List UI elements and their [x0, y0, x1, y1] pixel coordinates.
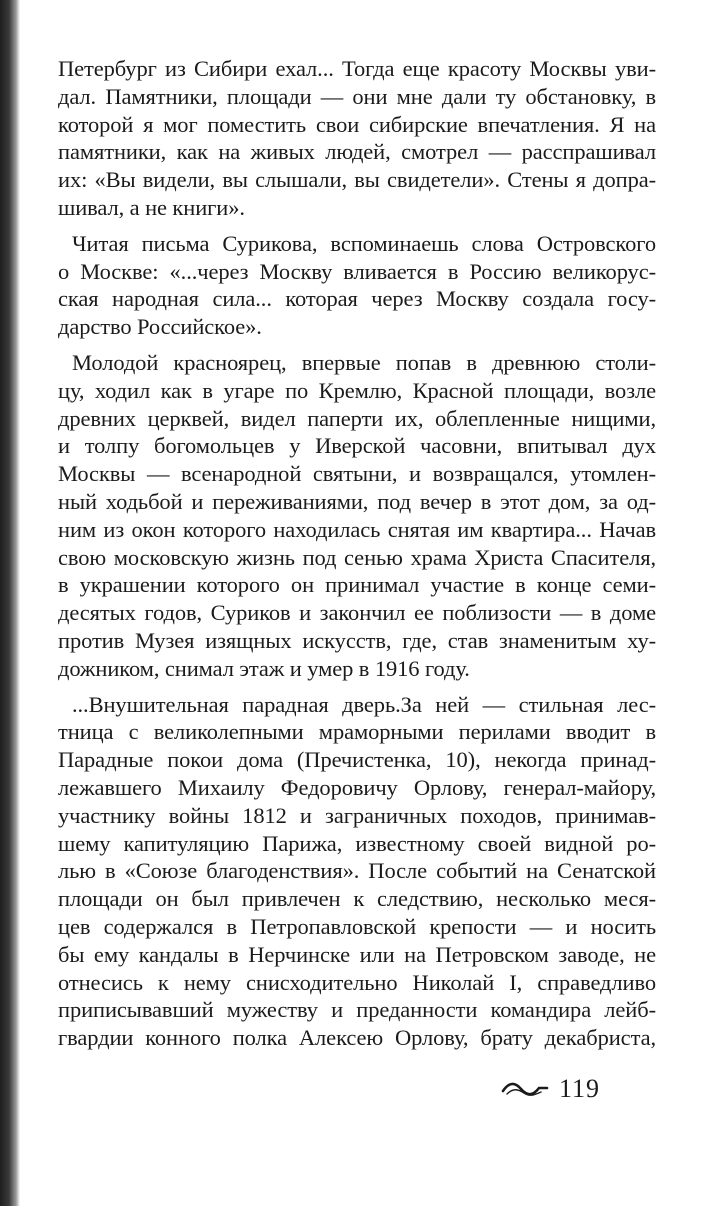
text-line: Петербург из Сибири ехал... Тогда еще красоту Москвы уви- [58, 56, 656, 81]
text-line: тница с великолепными мраморными перилами вводит в [58, 719, 656, 745]
text-line: гвардии конного полка Алексею Орлову, брату декабриста, [58, 1025, 656, 1051]
text-line: приписывавший мужеству и преданности командира лейб- [58, 997, 656, 1023]
text-line: Москвы — всенародной святыни, и возвращался, утомлен- [58, 461, 656, 487]
text-line: ...Внушительная парадная дверь.За ней — стильная лес- [72, 691, 656, 717]
text-line: лью в «Союзе благоденствия». После событий на Сенатской [58, 858, 656, 884]
text-line: цев содержался в Петропавловской крепости — и носить [58, 913, 656, 939]
paragraph-2 [58, 230, 656, 341]
text-line: и толпу богомольцев у Иверской часовни, впитывал дух [58, 433, 656, 459]
text-line: дожником, снимал этаж и умер в 1916 году. [58, 655, 470, 681]
text-line: против Музея изящных искусств, где, став знаменитым ху- [58, 627, 656, 653]
text-line: цу, ходил как в угаре по Кремлю, Красной площади, возле [58, 377, 656, 403]
text-line: дарство Российское». [58, 314, 262, 340]
text-line: древних церквей, видел паперти их, облепленные нищими, [58, 405, 656, 431]
text-line: их: «Вы видели, вы слышали, вы свидетели». Стены я допра- [58, 167, 656, 193]
paragraph-4 [58, 691, 656, 1052]
text-line: Молодой красноярец, впервые попав в древнюю столи- [72, 349, 656, 375]
text-line: ская народная сила... которая через Москву создала госу- [58, 286, 656, 312]
scan-shadow-edge [0, 0, 20, 1206]
text-line: Читая письма Сурикова, вспоминаешь слова Островского [72, 230, 656, 256]
book-page [58, 55, 656, 1195]
text-line: свою московскую жизнь под сенью храма Христа Спасителя, [58, 544, 656, 570]
swash-ornament-icon [501, 1080, 549, 1098]
text-line: о Москве: «...через Москву вливается в Россию великорус- [58, 258, 656, 284]
text-line: памятники, как на живых людей, смотрел — расспрашивал [58, 139, 656, 165]
paragraph-1 [58, 55, 656, 222]
text-line: ним из окон которого находилась снятая им квартира... Начав [58, 516, 656, 542]
page-footer [501, 1069, 600, 1109]
text-line: Парадные покои дома (Пречистенка, 10), некогда принад- [58, 747, 656, 773]
text-line: шивал, а не книги». [58, 194, 245, 220]
text-line: которой я мог поместить свои сибирские впечатления. Я на [58, 111, 656, 137]
text-line: участнику войны 1812 и заграничных походов, принимав- [58, 802, 656, 828]
page-number: 119 [558, 1074, 600, 1103]
paragraph-3 [58, 349, 656, 683]
text-line: десятых годов, Суриков и закончил ее поблизости — в доме [58, 600, 656, 626]
text-line: дал. Памятники, площади — они мне дали ту обстановку, в [58, 83, 656, 109]
text-line: бы ему кандалы в Нерчинске или на Петровском заводе, не [58, 941, 656, 967]
text-line: шему капитуляцию Парижа, известному своей видной ро- [58, 830, 656, 856]
text-line: лежавшего Михаилу Федоровичу Орлову, генерал-майору, [58, 774, 656, 800]
text-line: площади он был привлечен к следствию, несколько меся- [58, 886, 656, 912]
body-text [58, 55, 656, 1052]
text-line: отнесись к нему снисходительно Николай I, справедливо [58, 969, 656, 995]
text-line: в украшении которого он принимал участие в конце семи- [58, 572, 656, 598]
text-line: ный ходьбой и переживаниями, под вечер в этот дом, за од- [58, 488, 656, 514]
